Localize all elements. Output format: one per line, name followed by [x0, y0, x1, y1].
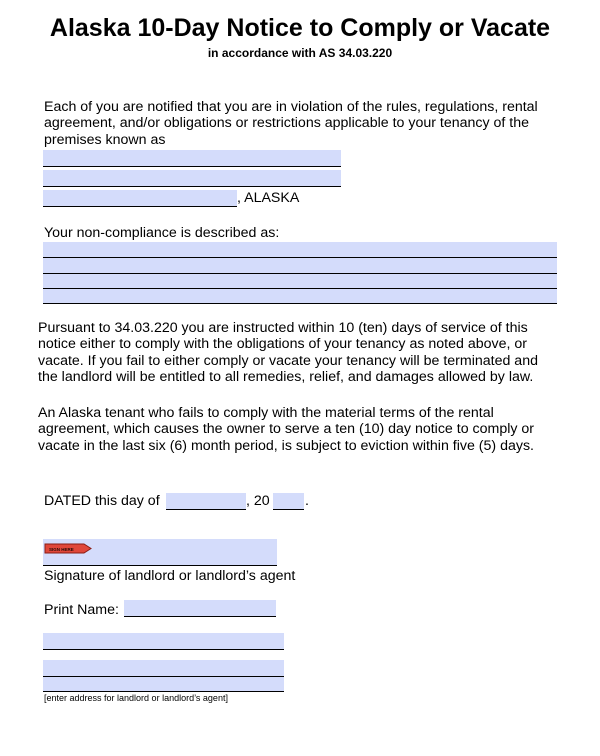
dated-year-prefix: , 20 [246, 493, 270, 509]
premises-city-field[interactable] [43, 190, 237, 207]
sign-here-arrow-icon [44, 543, 92, 554]
noncompliance-line-2[interactable] [43, 258, 557, 274]
tenant-line: vacate in the last six (6) month period, is subject to eviction within five (5) days. [38, 437, 534, 454]
pursuant-line: notice either to comply with the obligations of your tenancy as noted above, or [38, 336, 527, 353]
tenant-line: An Alaska tenant who fails to comply with the material terms of the rental [38, 405, 494, 421]
page-subtitle: in accordance with AS 34.03.220 [207, 46, 393, 60]
noncompliance-line-1[interactable] [43, 242, 557, 258]
print-name-label: Print Name: [44, 602, 119, 618]
notice-intro-line: premises known as [44, 131, 166, 148]
noncompliance-label: Your non-compliance is described as: [44, 225, 280, 241]
address-field-3[interactable] [43, 677, 284, 692]
noncompliance-line-3[interactable] [43, 274, 557, 289]
sign-here-tag-text: SIGN HERE [49, 547, 74, 552]
dated-period: . [305, 493, 309, 509]
dated-day-field[interactable] [166, 493, 246, 510]
state-suffix: , ALASKA [237, 190, 300, 206]
pursuant-paragraph [38, 320, 593, 386]
notice-intro-line: Each of you are notified that you are in violation of the rules, regulations, rental [44, 99, 538, 115]
pursuant-line: the landlord will be entitled to all remedies, relief, and damages allowed by law. [38, 369, 534, 386]
dated-year-field[interactable] [273, 493, 304, 510]
signature-line [43, 565, 277, 566]
pursuant-line: Pursuant to 34.03.220 you are instructed within 10 (ten) days of service of this [38, 320, 528, 336]
page-title: Alaska 10-Day Notice to Comply or Vacate [49, 14, 551, 42]
noncompliance-line-4[interactable] [43, 289, 557, 304]
premises-address-field-1[interactable] [43, 150, 341, 167]
sign-here-tag [44, 541, 92, 552]
print-name-field[interactable] [124, 600, 276, 617]
notice-intro-line: agreement, and/or obligations or restrictions applicable to your tenancy of the [44, 115, 530, 132]
address-hint: [enter address for landlord or landlord’s agent] [44, 693, 228, 703]
address-field-1[interactable] [43, 633, 284, 650]
premises-address-field-2[interactable] [43, 170, 341, 187]
pursuant-line: vacate. If you fail to either comply or vacate your tenancy will be terminated and [38, 352, 538, 369]
notice-intro [44, 99, 574, 148]
dated-label: DATED this day of [44, 493, 160, 509]
address-field-2[interactable] [43, 660, 284, 677]
tenant-paragraph [38, 405, 593, 454]
tenant-line: agreement, which causes the owner to serve a ten (10) day notice to comply or [38, 421, 535, 438]
signature-label: Signature of landlord or landlord’s agent [44, 568, 296, 584]
